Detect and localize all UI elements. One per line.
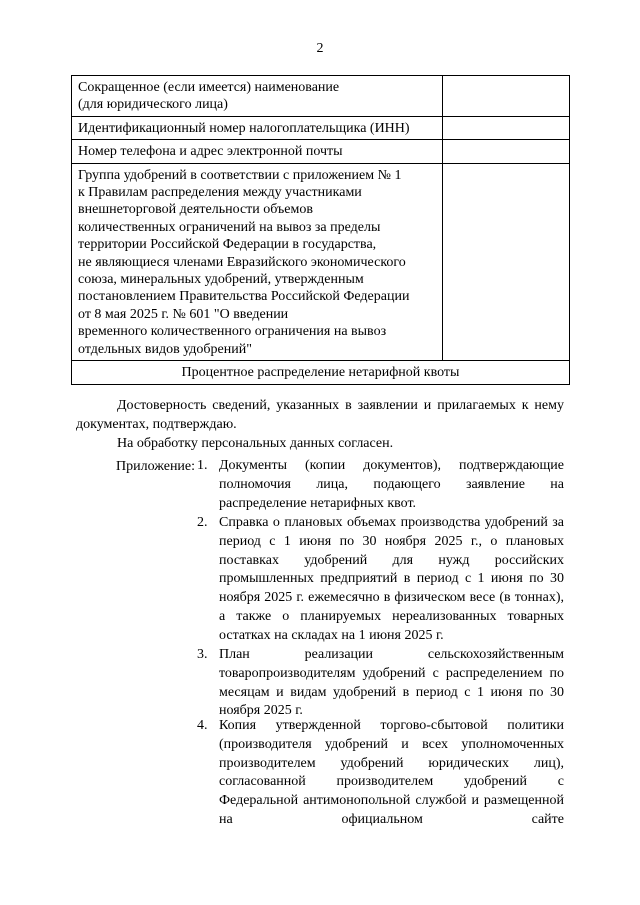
contacts-label — [72, 140, 443, 163]
consent-statement: На обработку персональных данных согласен. — [117, 436, 394, 451]
table-row — [72, 163, 570, 360]
application-form-table — [71, 75, 570, 385]
fertilizer-group-value[interactable] — [443, 163, 570, 360]
quota-distribution-header: Процентное распределение нетарифной квоты — [72, 361, 570, 384]
short-name-label — [72, 76, 443, 117]
label-line: Идентификационный номер налогоплательщика (ИНН) — [78, 120, 410, 136]
appendix-item-number: 4. — [197, 718, 208, 733]
appendix-item — [197, 457, 564, 513]
appendix-item — [197, 646, 564, 721]
appendix-item — [197, 514, 564, 646]
label-line: союза, минеральных удобрений, утвержденным — [78, 272, 364, 288]
contacts-value[interactable] — [443, 140, 570, 163]
appendix-item-text: Документы (копии документов), подтверждающие полномочия лица, подающего заявление на распределение нетарифных квот. — [219, 458, 564, 511]
appendix-item-text: Копия утвержденной торгово-сбытовой политики (производителя удобрений и всех уполномоченных производителем удобрений юридических лиц), согласованной производителем удобрений с Федеральной антимонопольной службой и размещенной на официальном сайте — [219, 718, 564, 827]
label-line: не являющиеся членами Евразийского экономического — [78, 254, 406, 270]
appendix-item-number: 3. — [197, 647, 208, 662]
label-line: Номер телефона и адрес электронной почты — [78, 144, 343, 160]
appendix-item-text: Справка о плановых объемах производства удобрений за период с 1 июня по 30 ноября 2025 г., о плановых поставках удобрений для нужд российских промышленных предприятий в период с 1 июня по 30 ноября 2025 г. ежемесячно в физическом весе (в тоннах), а также о планируемых нереализованных товарных остатках на складах на 1 июня 2025 г. — [219, 515, 564, 643]
label-line: внешнеторговой деятельности объемов — [78, 202, 313, 218]
appendix-item-number: 2. — [197, 515, 208, 530]
reliability-statement: Достоверность сведений, указанных в заявлении и прилагаемых к нему документах, подтверждаю. — [76, 398, 564, 432]
table-row — [72, 361, 570, 384]
label-line: к Правилам распределения между участниками — [78, 185, 362, 201]
page-number: 2 — [316, 41, 324, 56]
label-line: временного количественного ограничения на вывоз — [78, 324, 387, 340]
inn-label — [72, 116, 443, 139]
label-line: постановлением Правительства Российской Федерации — [78, 289, 410, 305]
appendix-item-number: 1. — [197, 458, 208, 473]
label-line: от 8 мая 2025 г. № 601 "О введении — [78, 306, 289, 322]
fertilizer-group-label — [72, 163, 443, 360]
appendix-item-text: План реализации сельскохозяйственным товаропроизводителям удобрений с распределением по месяцам и видам удобрений в период с 1 июня по 30 ноября 2025 г. — [219, 647, 564, 719]
label-line: отдельных видов удобрений" — [78, 341, 252, 357]
label-line: территории Российской Федерации в государства, — [78, 237, 377, 253]
short-name-value[interactable] — [443, 76, 570, 117]
label-line: количественных ограничений на вывоз за пределы — [78, 219, 381, 235]
label-line: Сокращенное (если имеется) наименование — [78, 80, 340, 95]
label-line: Группа удобрений в соответствии с приложением № 1 — [78, 167, 402, 183]
inn-value[interactable] — [443, 116, 570, 139]
appendix-item — [197, 717, 564, 830]
table-row — [72, 76, 570, 117]
table-row — [72, 140, 570, 163]
label-line: (для юридического лица) — [78, 97, 228, 113]
table-row — [72, 116, 570, 139]
appendix-label: Приложение: — [116, 459, 196, 474]
